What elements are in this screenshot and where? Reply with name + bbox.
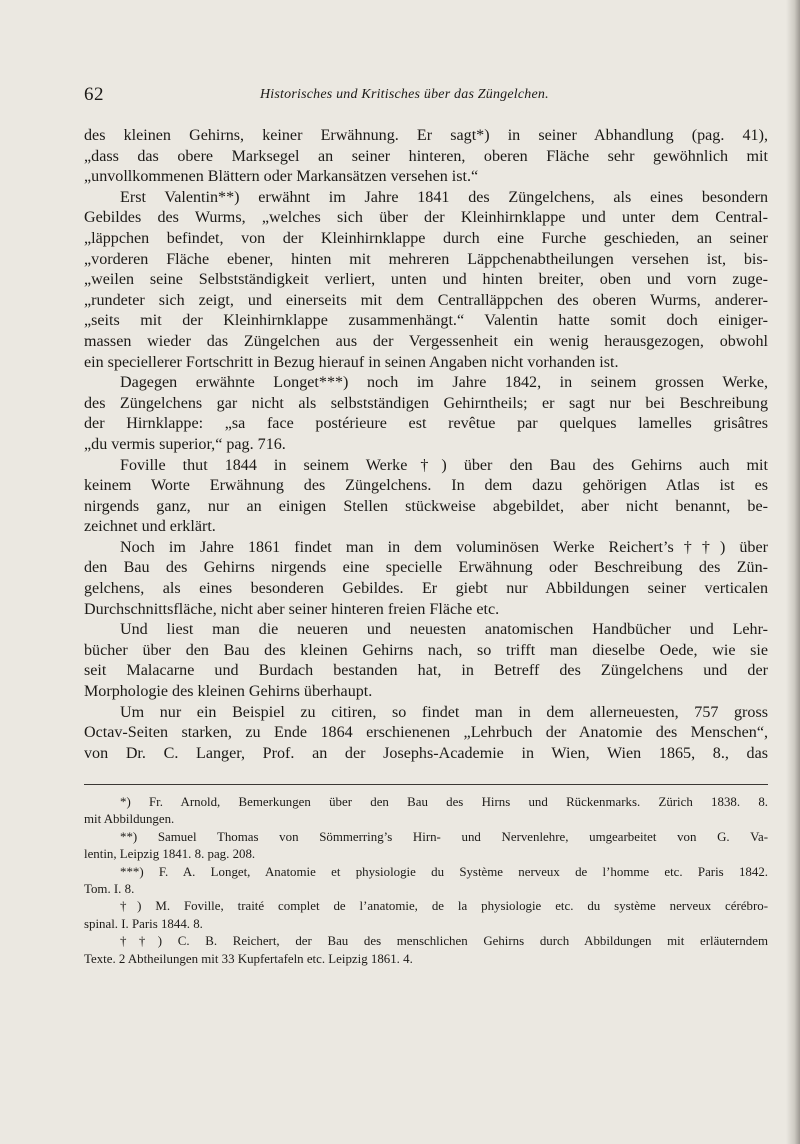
text-line: zeichnet und erklärt.	[84, 518, 216, 536]
text-line: Octav-Seiten starken, zu Ende 1864 erschienenen „Lehrbuch der Anatomie des Menschen“,	[84, 724, 768, 742]
text-line: „unvollkommenen Blättern oder Markansätzen versehen ist.“	[84, 168, 479, 186]
text-line: Durchschnittsfläche, nicht aber seiner hinteren freien Fläche etc.	[84, 600, 500, 618]
text-line: gelchens, als eines besonderen Gebildes. Er giebt nur Abbildungen seiner verticalen	[84, 580, 768, 598]
page-number: 62	[84, 84, 104, 105]
text-line: „weilen seine Selbstständigkeit verliert, unten und hinten breiter, oben und vorn zuge-	[84, 271, 768, 289]
text-line: Noch im Jahre 1861 findet man in dem voluminösen Werke Reichert’s††) über	[120, 538, 768, 556]
text-line: „rundeter sich zeigt, und einerseits mit dem Centralläppchen des oberen Wurms, anderer-	[84, 291, 768, 309]
footnote-line: ***) F. A. Longet, Anatomie et physiologie du Système nerveux de l’homme etc. Paris 1842.	[120, 864, 768, 879]
footnote-line: mit Abbildungen.	[84, 812, 175, 827]
text-line: Foville thut 1844 in seinem Werke†) über den Bau des Gehirns auch mit	[120, 456, 768, 474]
footnote-line: Tom. I. 8.	[84, 881, 135, 896]
text-line: massen wieder das Züngelchen aus der Vergessenheit ein wenig herausgezogen, obwohl	[84, 332, 768, 350]
footnote-line: **) Samuel Thomas von Sömmerring’s Hirn- und Nervenlehre, umgearbeitet von G. Va-	[120, 829, 768, 844]
text-line: den Bau des Gehirns nirgends eine specielle Erwähnung oder Beschreibung des Zün-	[84, 559, 768, 577]
text-line: keinem Worte Erwähnung des Züngelchens. In dem dazu gehörigen Atlas ist es	[84, 477, 768, 495]
text-line: „dass das obere Marksegel an seiner hinteren, oberen Fläche sehr gewöhnlich mit	[84, 147, 768, 165]
text-line: Dagegen erwähnte Longet***) noch im Jahre 1842, in seinem grossen Werke,	[120, 374, 768, 392]
footnote-line: *) Fr. Arnold, Bemerkungen über den Bau des Hirns und Rückenmarks. Zürich 1838. 8.	[120, 795, 768, 809]
text-line: „du vermis superior,“ pag. 716.	[84, 435, 286, 453]
text-line: Morphologie des kleinen Gehirns überhaupt.	[84, 683, 373, 701]
text-line: der Hirnklappe: „sa face postérieure est revêtue par quelques lamelles grisâtres	[84, 415, 768, 433]
text-line: Erst Valentin**) erwähnt im Jahre 1841 des Züngelchens, als eines besondern	[120, 188, 768, 206]
text-line: des Züngelchens gar nicht als selbstständigen Gehirntheils; er sagt nur bei Beschreibung	[84, 394, 768, 412]
footnote-line: Texte. 2 Abtheilungen mit 33 Kupfertafeln etc. Leipzig 1861. 4.	[84, 951, 413, 966]
running-title: Historisches und Kritisches über das Züngelchen.	[260, 87, 549, 102]
text-line: von Dr. C. Langer, Prof. an der Josephs-Academie in Wien, Wien 1865, 8., das	[84, 744, 768, 762]
text-line: des kleinen Gehirns, keiner Erwähnung. Er sagt*) in seiner Abhandlung (pag. 41),	[84, 127, 768, 144]
footnote-line: lentin, Leipzig 1841. 8. pag. 208.	[84, 847, 256, 862]
footnote-line: spinal. I. Paris 1844. 8.	[84, 916, 203, 931]
footnote-line: †) M. Foville, traité complet de l’anatomie, de la physiologie etc. du système nerveux cérébro-	[120, 899, 768, 914]
main-text	[84, 126, 768, 764]
text-line: ein speciellerer Fortschritt in Bezug hierauf in seinen Angaben nicht vorhanden ist.	[84, 353, 619, 371]
footnote-divider	[84, 784, 768, 785]
text-line: Um nur ein Beispiel zu citiren, so findet man in dem allerneuesten, 757 gross	[120, 703, 768, 721]
footnotes	[84, 794, 768, 968]
text-line: bücher über den Bau des kleinen Gehirns nach, so trifft man dieselbe Oede, wie sie	[84, 641, 768, 659]
text-line: nirgends ganz, nur an einigen Stellen stückweise abgebildet, aber nicht benannt, be-	[84, 497, 768, 515]
text-line: Und liest man die neueren und neuesten anatomischen Handbücher und Lehr-	[120, 621, 768, 639]
text-line: seit Malacarne und Burdach bestanden hat, in Betreff des Züngelchens und der	[84, 662, 768, 680]
footnote-line: ††) C. B. Reichert, der Bau des menschlichen Gehirns durch Abbildungen mit erläuterndem	[120, 934, 768, 949]
text-line: „läppchen befindet, von der Kleinhirnklappe durch eine Furche geschieden, an seiner	[84, 229, 768, 247]
page-edge-shadow	[786, 0, 800, 1144]
text-line: „seits mit der Kleinhirnklappe zusammenhängt.“ Valentin hatte somit doch einiger-	[84, 312, 768, 330]
text-line: „vorderen Fläche ebener, hinten mit mehreren Läppchenabtheilungen versehen ist, bis-	[84, 250, 768, 268]
page-header	[84, 84, 768, 108]
text-line: Gebildes des Wurms, „welches sich über der Kleinhirnklappe und unter dem Central-	[84, 209, 768, 227]
